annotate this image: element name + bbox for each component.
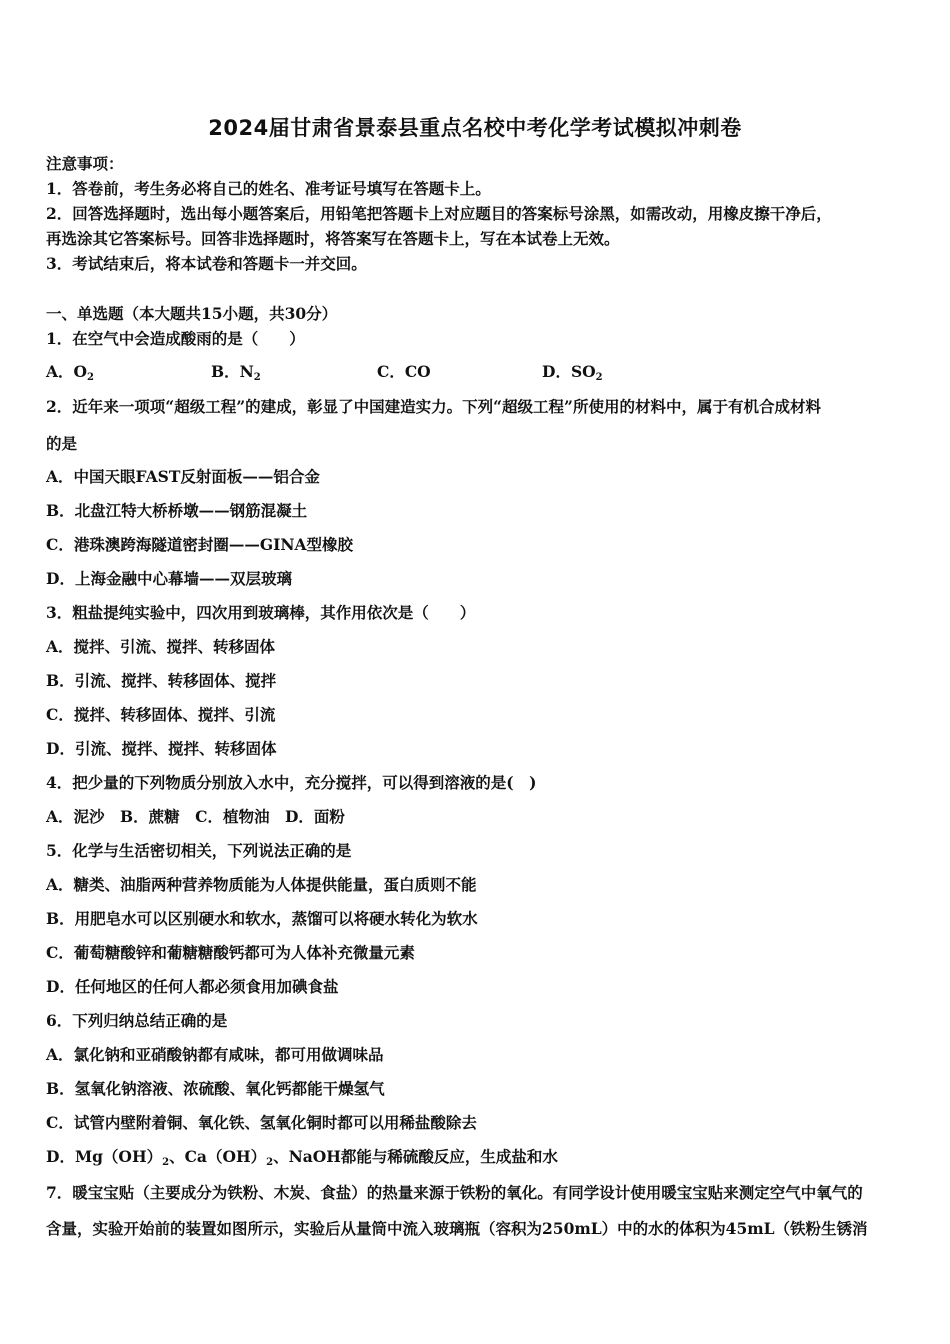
notice-item-1: 1．答卷前，考生务必将自己的姓名、准考证号填写在答题卡上。 (46, 179, 491, 198)
q5-option-b: B．用肥皂水可以区别硬水和软水，蒸馏可以将硬水转化为软水 (46, 909, 478, 928)
q2-stem-line1: 2．近年来一项项“超级工程”的建成，彰显了中国建造实力。下列“超级工程”所使用的材料中，属于有机合成材料 (46, 397, 821, 416)
q3-option-b: B．引流、搅拌、转移固体、搅拌 (46, 671, 277, 690)
q2-option-b: B．北盘江特大桥桥墩——钢筋混凝土 (46, 501, 308, 520)
notice-item-3: 3．考试结束后，将本试卷和答题卡一并交回。 (46, 254, 367, 273)
q5-stem: 5．化学与生活密切相关，下列说法正确的是 (46, 841, 352, 860)
q1-option-b: B．$N_2$ (211, 362, 261, 383)
q7-stem-line2: 含量，实验开始前的装置如图所示，实验后从量筒中流入玻璃瓶（容积为250mL）中的水的体积为45mL（铁粉生锈消 (46, 1219, 868, 1238)
notice-heading: 注意事项： (46, 154, 124, 173)
notice-item-2-cont: 再选涂其它答案标号。回答非选择题时，将答案写在答题卡上，写在本试卷上无效。 (46, 229, 620, 248)
q5-option-c: C．葡萄糖酸锌和葡糖糖酸钙都可为人体补充微量元素 (46, 943, 415, 962)
q1-option-c: C．CO (377, 362, 431, 381)
q2-option-a: A．中国天眼FAST反射面板——铝合金 (46, 467, 320, 486)
q5-option-a: A．糖类、油脂两种营养物质能为人体提供能量，蛋白质则不能 (46, 875, 477, 894)
q1-stem: 1．在空气中会造成酸雨的是（ ） (46, 329, 305, 348)
q6-option-a: A．氯化钠和亚硝酸钠都有咸味，都可用做调味品 (46, 1045, 384, 1064)
q6-option-b: B．氢氧化钠溶液、浓硫酸、氧化钙都能干燥氢气 (46, 1079, 385, 1098)
q6-stem: 6．下列归纳总结正确的是 (46, 1011, 228, 1030)
q1-option-d: D．$SO_2$ (542, 362, 603, 383)
q2-option-c: C．港珠澳跨海隧道密封圈——GINA型橡胶 (46, 535, 354, 554)
q7-stem-line1: 7．暖宝宝贴（主要成分为铁粉、木炭、食盐）的热量来源于铁粉的氧化。有同学设计使用暖宝宝贴来测定空气中氧气的 (46, 1183, 863, 1202)
page-title: 2024届甘肃省景泰县重点名校中考化学考试模拟冲刺卷 (208, 116, 742, 140)
q3-option-a: A．搅拌、引流、搅拌、转移固体 (46, 637, 276, 656)
q3-option-c: C．搅拌、转移固体、搅拌、引流 (46, 705, 276, 724)
q6-option-c: C．试管内壁附着铜、氧化铁、氢氧化铜时都可以用稀盐酸除去 (46, 1113, 477, 1132)
q3-stem: 3．粗盐提纯实验中，四次用到玻璃棒，其作用依次是（ ） (46, 603, 476, 622)
q3-option-d: D．引流、搅拌、搅拌、转移固体 (46, 739, 277, 758)
q2-stem-line2: 的是 (46, 434, 78, 453)
q6-option-d: D．$Mg(OH)_2$、$Ca(OH)_2$、NaOH都能与稀硫酸反应，生成盐和水 (46, 1147, 558, 1168)
q4-options: A．泥沙 B．蔗糖 C．植物油 D．面粉 (46, 807, 345, 826)
q5-option-d: D．任何地区的任何人都必须食用加碘食盐 (46, 977, 339, 996)
notice-item-2: 2．回答选择题时，选出每小题答案后，用铅笔把答题卡上对应题目的答案标号涂黑，如需改动，用橡皮擦干净后， (46, 204, 832, 223)
q2-option-d: D．上海金融中心幕墙——双层玻璃 (46, 569, 292, 588)
section-heading: 一、单选题（本大题共15小题，共30分） (46, 304, 338, 323)
q4-stem: 4．把少量的下列物质分别放入水中，充分搅拌，可以得到溶液的是( ) (46, 773, 537, 792)
q1-option-a: A．$O_2$ (46, 362, 94, 383)
